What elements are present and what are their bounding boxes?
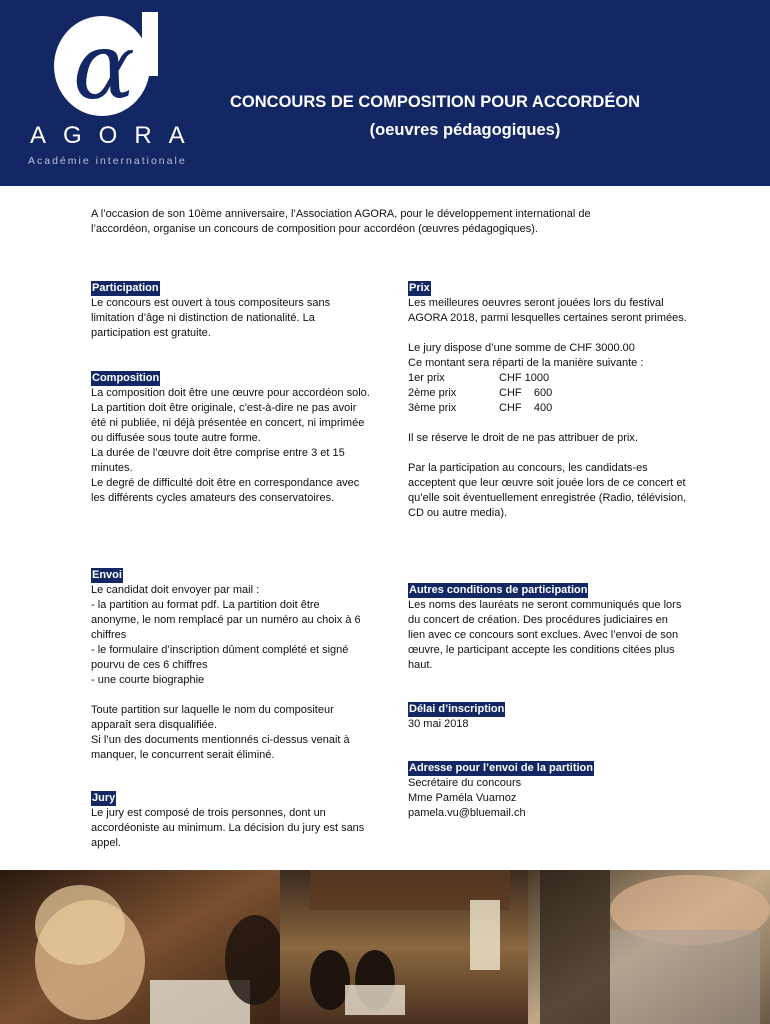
section-line: Le jury dispose d’une somme de CHF 3000.00 xyxy=(408,342,635,354)
logo-subtitle: Académie internationale xyxy=(28,155,187,167)
prize-rank: 3ème prix xyxy=(408,402,457,414)
prize-amount: CHF 600 xyxy=(499,387,553,399)
section-line: Le degré de difficulté doit être en correspondance avec les différents cycles amateurs des conservatoires. xyxy=(91,477,360,504)
section-line: - le formulaire d’inscription dûment complété et signé pourvu de ces 6 chiffres xyxy=(91,644,349,671)
deadline-date: 30 mai 2018 xyxy=(408,718,469,730)
section-line: Le candidat doit envoyer par mail : xyxy=(91,584,260,596)
photo-accordion-keys xyxy=(528,870,770,1024)
section-line: Il se réserve le droit de ne pas attribuer de prix. xyxy=(408,432,638,444)
logo-wordmark: AGORA xyxy=(30,122,202,149)
section-text: Le concours est ouvert à tous compositeurs sans limitation d’âge ni distinction de nationalité. La participation est gratuite. xyxy=(91,297,331,339)
section-line: La composition doit être une œuvre pour accordéon solo. xyxy=(91,387,370,399)
section-line: - une courte biographie xyxy=(91,674,205,686)
svg-text:α: α xyxy=(72,13,136,120)
section-composition xyxy=(91,371,371,506)
photo-child-accordion xyxy=(0,870,285,1024)
section-autres-conditions xyxy=(408,583,688,673)
section-heading: Envoi xyxy=(92,569,122,581)
section-heading: Autres conditions de participation xyxy=(409,584,588,596)
intro-paragraph: A l’occasion de son 10ème anniversaire, l’Association AGORA, pour le développement international de l’accordéon, organise un concours de composition pour accordéon (œuvres pédagogiques). xyxy=(91,208,591,235)
address-line: Mme Paméla Vuarnoz xyxy=(408,792,517,804)
section-adresse xyxy=(408,761,688,821)
section-heading: Jury xyxy=(92,792,116,804)
prize-row xyxy=(408,371,552,386)
section-line: Ce montant sera réparti de la manière suivante : xyxy=(408,357,644,369)
prize-amount: CHF 400 xyxy=(499,402,553,414)
photo-strip xyxy=(0,870,770,1024)
agora-alpha-logo-icon xyxy=(52,12,162,120)
section-text: Par la participation au concours, les candidats-es acceptent que leur œuvre soit jouée lors de ce concert et qu’elle soit éventuellement enregistrée (Radio, télévision, CD ou autre media). xyxy=(408,462,687,519)
section-line: Si l’un des documents mentionnés ci-dessus venait à manquer, le concurrent serait éliminé. xyxy=(91,734,350,761)
prize-amount: CHF 1000 xyxy=(499,372,550,384)
photo-concert-hall xyxy=(280,870,528,1024)
header-banner xyxy=(0,0,770,186)
section-heading: Composition xyxy=(92,372,160,384)
page-subtitle: (oeuvres pédagogiques) xyxy=(369,121,561,139)
email-link[interactable]: pamela.vu@bluemail.ch xyxy=(408,807,526,819)
section-heading: Délai d’inscription xyxy=(409,703,505,715)
section-prix xyxy=(408,281,688,521)
section-participation xyxy=(91,281,371,341)
section-delai xyxy=(408,702,688,732)
prize-table xyxy=(408,371,552,416)
prize-row xyxy=(408,401,552,416)
section-heading: Adresse pour l’envoi de la partition xyxy=(409,762,593,774)
page-title: CONCOURS DE COMPOSITION POUR ACCORDÉON xyxy=(230,93,641,111)
section-envoi xyxy=(91,568,371,763)
section-text: Les meilleures oeuvres seront jouées lors du festival AGORA 2018, parmi lesquelles certaines seront primées. xyxy=(408,297,687,324)
section-text: Le jury est composé de trois personnes, dont un accordéoniste au minimum. La décision du jury est sans appel. xyxy=(91,807,365,849)
prize-rank: 2ème prix xyxy=(408,387,457,399)
section-line: La durée de l’œuvre doit être comprise entre 3 et 15 minutes. xyxy=(91,447,345,474)
section-heading: Participation xyxy=(92,282,159,294)
address-line: Secrétaire du concours xyxy=(408,777,522,789)
prize-row xyxy=(408,386,552,401)
section-jury xyxy=(91,791,371,851)
section-text: Les noms des lauréats ne seront communiqués que lors du concert de création. Des procédures judiciaires en lien avec ce concours sont exclues. Avec l’envoi de son œuvre, le participant accepte les conditions citées plus haut. xyxy=(408,599,682,671)
section-line: - la partition au format pdf. La partition doit être anonyme, le nom remplacé par un numéro au choix à 6 chiffres xyxy=(91,599,361,641)
section-heading: Prix xyxy=(409,282,430,294)
section-line: Toute partition sur laquelle le nom du compositeur apparaît sera disqualifiée. xyxy=(91,704,334,731)
prize-rank: 1er prix xyxy=(408,372,445,384)
section-line: La partition doit être originale, c’est-à-dire ne pas avoir été ni publiée, ni déjà présentée en concert, ni imprimée ou diffusée sous toute autre forme. xyxy=(91,402,365,444)
